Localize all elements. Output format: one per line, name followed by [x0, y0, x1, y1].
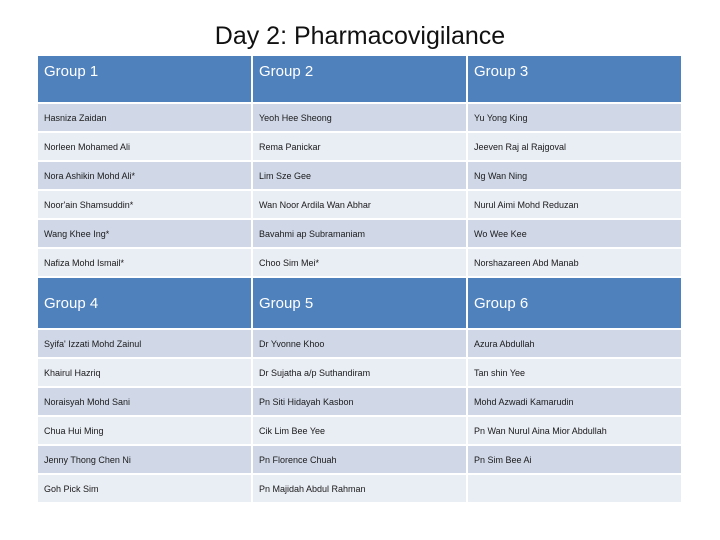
table-cell: Lim Sze Gee: [253, 162, 466, 189]
table-cell: Noor'ain Shamsuddin*: [38, 191, 251, 218]
table-cell: Pn Wan Nurul Aina Mior Abdullah: [468, 417, 681, 444]
table-header-row: [38, 278, 681, 328]
table-cell: Norshazareen Abd Manab: [468, 249, 681, 276]
header-group-5: Group 5: [253, 278, 466, 328]
page-title: Day 2: Pharmacovigilance: [214, 22, 506, 50]
table-cell: Chua Hui Ming: [38, 417, 251, 444]
table-row: [38, 388, 681, 415]
table-cell: Pn Sim Bee Ai: [468, 446, 681, 473]
header-group-2: Group 2: [253, 56, 466, 102]
table-row: [38, 220, 681, 247]
table-cell: Mohd Azwadi Kamarudin: [468, 388, 681, 415]
table-cell: Noraisyah Mohd Sani: [38, 388, 251, 415]
table-cell: Wan Noor Ardila Wan Abhar: [253, 191, 466, 218]
header-group-3: Group 3: [468, 56, 681, 102]
table-cell: Nafiza Mohd Ismail*: [38, 249, 251, 276]
table-cell: Jeeven Raj al Rajgoval: [468, 133, 681, 160]
table-row: [38, 359, 681, 386]
table-row: [38, 162, 681, 189]
table-cell: Bavahmi ap Subramaniam: [253, 220, 466, 247]
table-cell: [468, 475, 681, 502]
groups-table: [36, 54, 683, 504]
table-cell: Pn Siti Hidayah Kasbon: [253, 388, 466, 415]
table-cell: Nurul Aimi Mohd Reduzan: [468, 191, 681, 218]
table-cell: Norleen Mohamed Ali: [38, 133, 251, 160]
table-cell: Khairul Hazriq: [38, 359, 251, 386]
table-cell: Syifa' Izzati Mohd Zainul: [38, 330, 251, 357]
table-cell: Hasniza Zaidan: [38, 104, 251, 131]
table-cell: Azura Abdullah: [468, 330, 681, 357]
table-cell: Wo Wee Kee: [468, 220, 681, 247]
table-row: [38, 475, 681, 502]
header-group-6: Group 6: [468, 278, 681, 328]
table-cell: Pn Majidah Abdul Rahman: [253, 475, 466, 502]
table-cell: Tan shin Yee: [468, 359, 681, 386]
table-cell: Wang Khee Ing*: [38, 220, 251, 247]
table-row: [38, 330, 681, 357]
table-cell: Choo Sim Mei*: [253, 249, 466, 276]
table-row: [38, 191, 681, 218]
table-cell: Dr Yvonne Khoo: [253, 330, 466, 357]
table-cell: Jenny Thong Chen Ni: [38, 446, 251, 473]
header-group-1: Group 1: [38, 56, 251, 102]
table-cell: Dr Sujatha a/p Suthandiram: [253, 359, 466, 386]
table-row: [38, 249, 681, 276]
table-cell: Cik Lim Bee Yee: [253, 417, 466, 444]
table-row: [38, 417, 681, 444]
table-cell: Ng Wan Ning: [468, 162, 681, 189]
table-row: [38, 133, 681, 160]
table-cell: Yu Yong King: [468, 104, 681, 131]
table-cell: Pn Florence Chuah: [253, 446, 466, 473]
table-cell: Goh Pick Sim: [38, 475, 251, 502]
table-row: [38, 104, 681, 131]
table-header-row: [38, 56, 681, 102]
table-cell: Nora Ashikin Mohd Ali*: [38, 162, 251, 189]
table-cell: Rema Panickar: [253, 133, 466, 160]
header-group-4: Group 4: [38, 278, 251, 328]
table-row: [38, 446, 681, 473]
table-cell: Yeoh Hee Sheong: [253, 104, 466, 131]
